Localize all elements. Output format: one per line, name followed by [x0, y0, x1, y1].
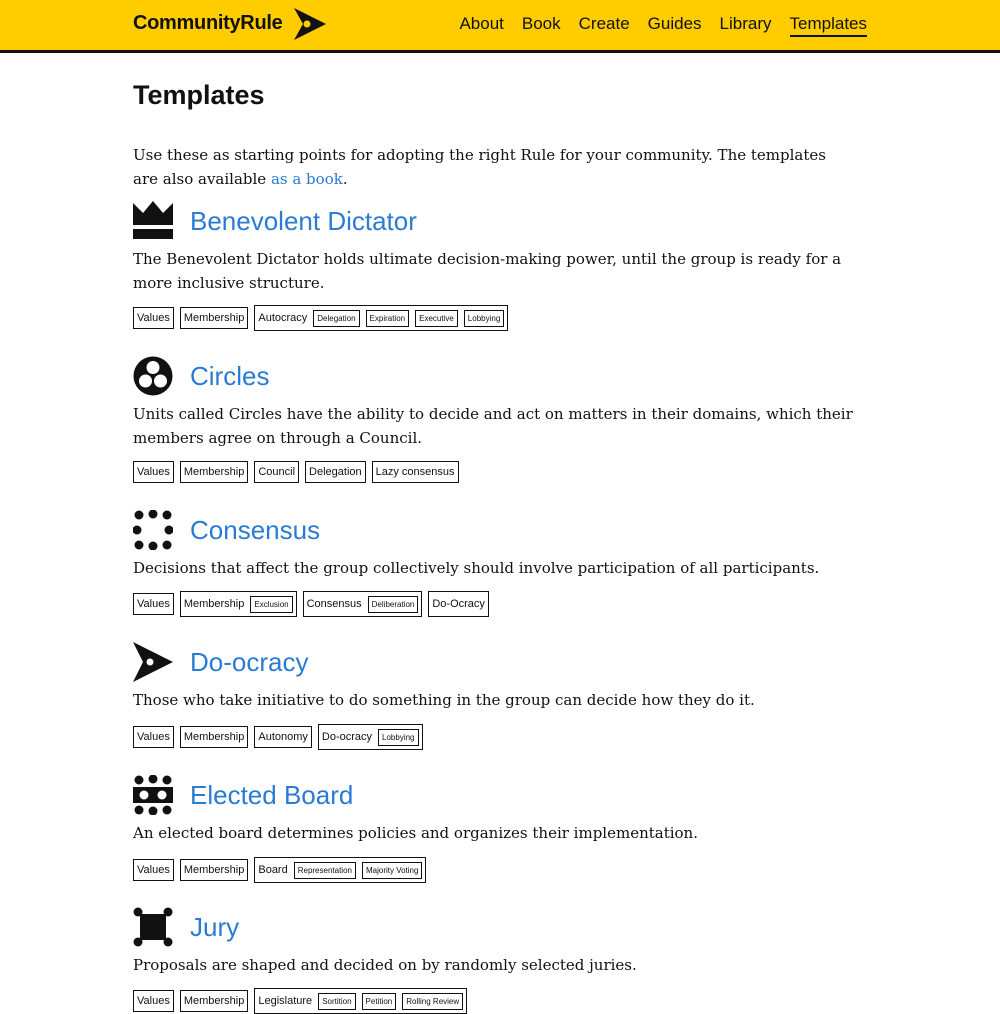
template-description: Units called Circles have the ability to decide and act on matters in their domains, which their members agree on through a Council. [133, 405, 853, 447]
consensus-dots-icon [133, 510, 173, 550]
template-title[interactable]: Elected Board [190, 780, 354, 810]
tag-values[interactable]: Values [133, 726, 174, 748]
template-title[interactable]: Jury [190, 912, 240, 942]
tag-council[interactable]: Council [254, 461, 299, 483]
nav-guides[interactable]: Guides [647, 14, 702, 33]
template-title[interactable]: Circles [190, 361, 270, 391]
subtag-rolling-review[interactable]: Rolling Review [402, 993, 463, 1010]
nav-library[interactable]: Library [719, 14, 772, 33]
subtag-deliberation[interactable]: Deliberation [368, 596, 419, 613]
tag-list [133, 724, 423, 750]
tag-values[interactable]: Values [133, 990, 174, 1012]
nav-book[interactable]: Book [521, 14, 561, 33]
template-title[interactable]: Consensus [190, 515, 321, 545]
subtag-representation[interactable]: Representation [294, 862, 356, 879]
tag-do-ocracy[interactable] [318, 724, 423, 750]
site-logo-link[interactable]: CommunityRule [133, 12, 283, 34]
tag-lazy-consensus[interactable]: Lazy consensus [372, 461, 459, 483]
tag-label: Legislature [258, 995, 313, 1007]
template-description: The Benevolent Dictator holds ultimate decision-making power, until the group is ready for a more inclusive structure. [133, 250, 842, 292]
circles-icon [133, 356, 173, 396]
tag-autonomy[interactable]: Autonomy [254, 726, 312, 748]
tag-membership[interactable] [180, 591, 297, 617]
tag-label: Membership [183, 598, 245, 610]
intro-body: Use these as starting points for adopting the right Rule for your community. The templates are also available [133, 146, 826, 188]
tag-delegation[interactable]: Delegation [305, 461, 366, 483]
tag-values[interactable]: Values [133, 461, 174, 483]
nav-templates[interactable]: Templates [790, 14, 867, 37]
tag-values[interactable]: Values [133, 593, 174, 615]
site-header [0, 0, 1000, 53]
nav-about[interactable]: About [459, 14, 504, 33]
nav-create[interactable]: Create [578, 14, 630, 33]
tag-membership[interactable]: Membership [180, 990, 249, 1012]
template-description: Proposals are shaped and decided on by randomly selected juries. [133, 956, 637, 974]
subtag-lobbying[interactable]: Lobbying [464, 310, 504, 327]
tag-membership[interactable]: Membership [180, 307, 249, 329]
tag-label: Board [258, 864, 288, 876]
tag-consensus[interactable] [303, 591, 423, 617]
tag-membership[interactable]: Membership [180, 859, 249, 881]
subtag-majority-voting[interactable]: Majority Voting [362, 862, 422, 879]
tag-membership[interactable]: Membership [180, 726, 249, 748]
subtag-delegation[interactable]: Delegation [313, 310, 359, 327]
subtag-lobbying[interactable]: Lobbying [378, 729, 418, 746]
tag-list [133, 857, 426, 883]
tag-membership[interactable]: Membership [180, 461, 249, 483]
tag-values[interactable]: Values [133, 307, 174, 329]
tag-do-ocracy[interactable]: Do-Ocracy [428, 591, 489, 617]
logo-arrow-icon[interactable] [293, 7, 327, 41]
do-ocracy-arrow-icon [133, 642, 173, 682]
tag-label: Autocracy [258, 312, 308, 324]
tag-list [133, 305, 508, 331]
tag-values[interactable]: Values [133, 859, 174, 881]
template-title[interactable]: Do-ocracy [190, 647, 309, 677]
as-a-book-link[interactable]: as a book [270, 170, 343, 188]
subtag-executive[interactable]: Executive [415, 310, 458, 327]
template-description: Decisions that affect the group collectively should involve participation of all participants. [133, 559, 820, 577]
tag-list [133, 591, 489, 617]
template-title[interactable]: Benevolent Dictator [190, 206, 417, 236]
subtag-exclusion[interactable]: Exclusion [250, 596, 292, 613]
subtag-petition[interactable]: Petition [362, 993, 397, 1010]
main-nav [459, 14, 867, 37]
tag-board[interactable] [254, 857, 426, 883]
intro-text [133, 143, 853, 191]
tag-autocracy[interactable] [254, 305, 508, 331]
template-description: Those who take initiative to do something in the group can decide how they do it. [133, 691, 755, 709]
page-title: Templates [133, 80, 265, 110]
tag-list [133, 461, 459, 483]
tag-label: Do-ocracy [321, 731, 373, 743]
intro-end: . [342, 170, 348, 188]
tag-legislature[interactable] [254, 988, 467, 1014]
tag-label: Consensus [306, 598, 362, 610]
tag-list [133, 988, 467, 1014]
jury-icon [133, 907, 173, 947]
subtag-expiration[interactable]: Expiration [366, 310, 410, 327]
subtag-sortition[interactable]: Sortition [318, 993, 355, 1010]
elected-board-icon [133, 775, 173, 815]
template-description: An elected board determines policies and organizes their implementation. [133, 824, 698, 842]
crown-icon [133, 201, 173, 241]
